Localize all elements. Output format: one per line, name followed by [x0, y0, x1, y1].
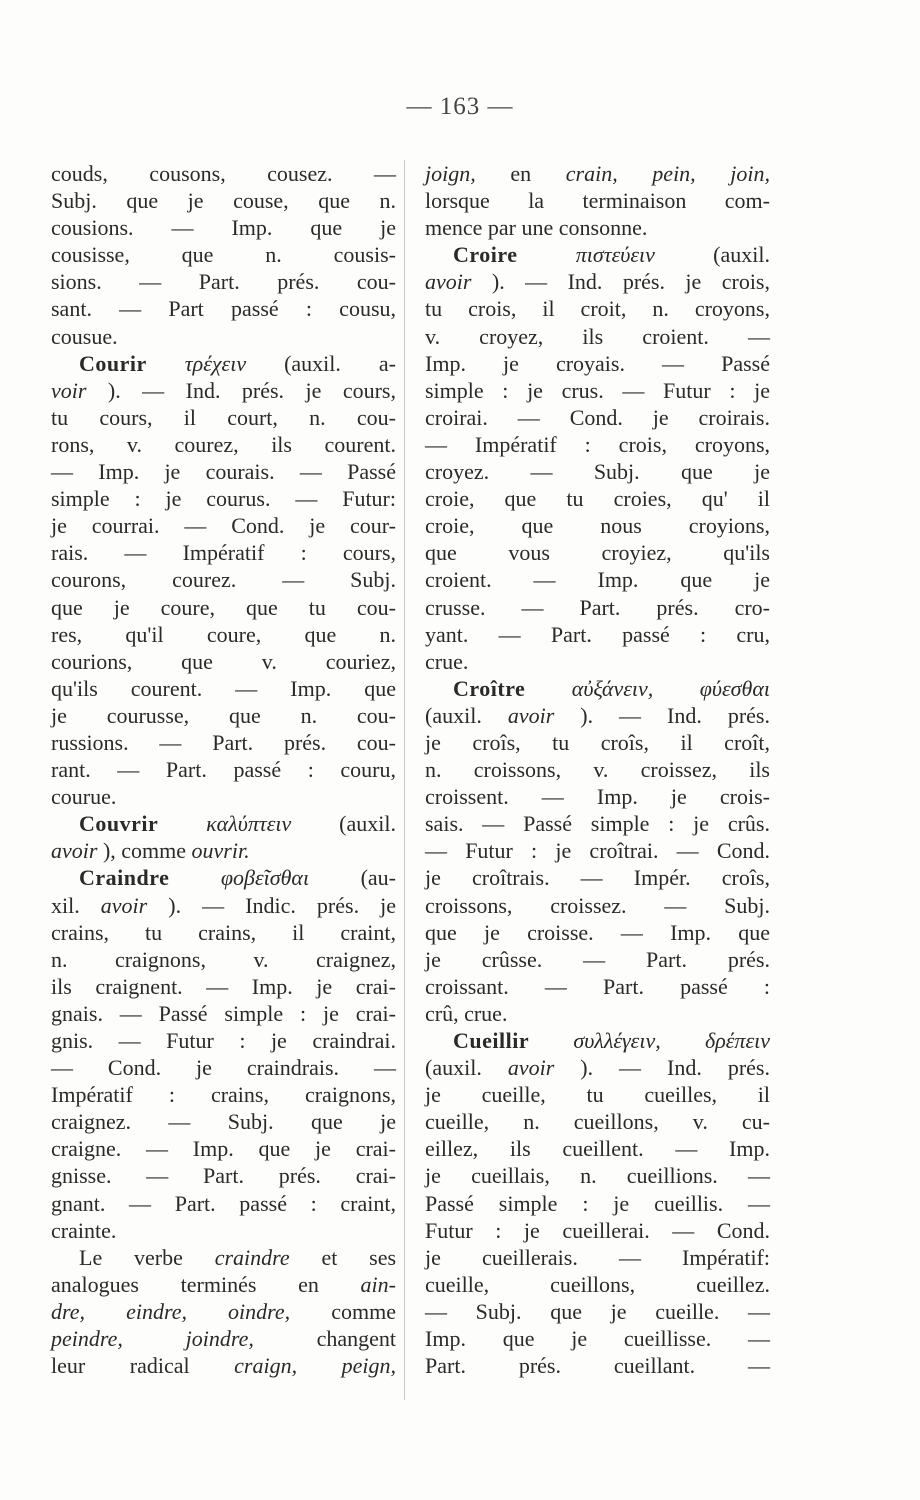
- entry-headword: Croire: [453, 242, 518, 268]
- text-line: [51, 512, 396, 539]
- body-text: je cueillerais. — Impératif:: [425, 1244, 770, 1270]
- body-text: courons, courez. — Subj.: [51, 567, 396, 593]
- body-text: cousisse, que n. cousis-: [51, 242, 396, 268]
- body-text: croissent. — Imp. je crois-: [425, 784, 770, 810]
- body-text: courions, que v. couriez,: [51, 648, 396, 674]
- body-text: ), comme: [102, 838, 187, 864]
- text-line: [51, 350, 396, 377]
- body-text: je cueille, tu cueilles, il: [425, 1082, 770, 1108]
- right-column: [425, 160, 770, 1379]
- body-text: (auxil.: [339, 811, 396, 837]
- text-line: [425, 1244, 770, 1271]
- greek-translation: συλλέγειν, δρέπειν: [573, 1028, 770, 1053]
- text-line: [51, 214, 396, 241]
- body-text: leur radical: [51, 1353, 190, 1379]
- body-text: simple : je courus. — Futur:: [51, 486, 396, 512]
- text-line: [51, 946, 396, 973]
- greek-translation: αὐξάνειν, φύεσθαι: [571, 675, 770, 701]
- text-line: [425, 702, 770, 729]
- text-line: [425, 1054, 770, 1081]
- body-text: tu cours, il court, n. cou-: [51, 404, 396, 430]
- greek-translation: πιστεύειν: [575, 242, 655, 268]
- entry-headword: Craindre: [79, 865, 170, 891]
- text-line: [425, 323, 770, 350]
- text-line: [51, 810, 396, 837]
- text-line: [51, 1108, 396, 1135]
- text-line: [425, 594, 770, 621]
- column-divider: [404, 160, 405, 1400]
- text-line: [425, 675, 770, 702]
- text-line: [425, 864, 770, 891]
- body-text: crue.: [425, 648, 469, 674]
- text-line: [51, 1325, 396, 1352]
- body-text: Impératif : crains, craignons,: [51, 1082, 396, 1108]
- body-text: sant. — Part passé : cousu,: [51, 296, 396, 322]
- body-text: cousue.: [51, 323, 118, 349]
- text-line: [51, 973, 396, 1000]
- body-text: mence par une consonne.: [425, 215, 648, 241]
- italic-text: ain-: [360, 1271, 396, 1297]
- body-text: ). — Ind. prés. je crois,: [491, 269, 770, 295]
- body-text: ). — Ind. prés. je cours,: [107, 377, 396, 403]
- text-line: [425, 566, 770, 593]
- text-line: [425, 295, 770, 322]
- text-line: [51, 1352, 396, 1379]
- entry-headword: Courir: [79, 350, 147, 376]
- body-text: je croîs, tu croîs, il croît,: [425, 729, 770, 755]
- body-text: en: [510, 161, 532, 186]
- text-line: [51, 431, 396, 458]
- body-text: je courrai. — Cond. je cour-: [51, 513, 396, 539]
- text-line: [51, 783, 396, 810]
- entry-headword: Croître: [453, 675, 526, 701]
- text-line: [51, 675, 396, 702]
- italic-text: joign,: [425, 161, 476, 186]
- text-line: [51, 1000, 396, 1027]
- text-line: [51, 485, 396, 512]
- body-text: ). — Ind. prés.: [580, 1055, 770, 1081]
- left-column: [51, 160, 396, 1379]
- italic-text: crain, pein, join,: [565, 161, 771, 186]
- italic-text: craign, peign,: [234, 1353, 396, 1379]
- text-line: [51, 295, 396, 322]
- italic-text: ouvrir.: [191, 838, 250, 864]
- text-line: [425, 1027, 770, 1054]
- text-line: [425, 783, 770, 810]
- body-text: rons, v. courez, ils courent.: [51, 431, 396, 457]
- text-line: [425, 892, 770, 919]
- text-line: [51, 837, 396, 864]
- text-line: [425, 648, 770, 675]
- body-text: que je coure, que tu cou-: [51, 594, 396, 620]
- body-text: couds, cousons, cousez. —: [51, 161, 396, 186]
- body-text: analogues terminés en: [51, 1271, 319, 1297]
- body-text: tu crois, il croit, n. croyons,: [425, 296, 770, 322]
- text-line: [51, 241, 396, 268]
- body-text: je courusse, que n. cou-: [51, 702, 396, 728]
- italic-text: voir: [51, 377, 87, 403]
- body-text: crû, crue.: [425, 1000, 508, 1026]
- body-text: gnais. — Passé simple : je crai-: [51, 1000, 396, 1026]
- italic-text: avoir: [100, 892, 148, 918]
- text-line: [425, 756, 770, 783]
- body-text: crainte.: [51, 1217, 117, 1243]
- text-line: [425, 1352, 770, 1379]
- text-line: [425, 919, 770, 946]
- text-line: [51, 377, 396, 404]
- body-text: Passé simple : je cueillis. —: [425, 1190, 770, 1216]
- text-line: [51, 458, 396, 485]
- text-line: [425, 268, 770, 295]
- body-text: Imp. que je cueillisse. —: [425, 1326, 770, 1352]
- body-text: ils craignent. — Imp. je crai-: [51, 973, 396, 999]
- body-text: je croîtrais. — Impér. croîs,: [425, 865, 770, 891]
- text-line: [51, 864, 396, 891]
- text-line: [51, 187, 396, 214]
- text-line: [51, 594, 396, 621]
- text-line: [425, 350, 770, 377]
- text-line: [425, 214, 770, 241]
- text-line: [425, 1108, 770, 1135]
- body-text: croirai. — Cond. je croirais.: [425, 404, 770, 430]
- body-text: n. croissons, v. croissez, ils: [425, 757, 770, 783]
- text-line: [51, 1244, 396, 1271]
- body-text: — Futur : je croîtrai. — Cond.: [425, 838, 770, 864]
- body-text: res, qu'il coure, que n.: [51, 621, 396, 647]
- text-line: [425, 1081, 770, 1108]
- text-line: [51, 1054, 396, 1081]
- body-text: v. croyez, ils croient. —: [425, 323, 770, 349]
- body-text: — Impératif : crois, croyons,: [425, 431, 770, 457]
- text-line: [51, 1135, 396, 1162]
- text-line: [51, 1271, 396, 1298]
- body-text: eillez, ils cueillent. — Imp.: [425, 1136, 770, 1162]
- body-text: rant. — Part. passé : couru,: [51, 757, 396, 783]
- italic-text: avoir: [507, 1055, 555, 1081]
- body-text: craigne. — Imp. que je crai-: [51, 1136, 396, 1162]
- italic-text: avoir: [51, 838, 98, 864]
- body-text: Futur : je cueillerai. — Cond.: [425, 1217, 770, 1243]
- text-line: [425, 1325, 770, 1352]
- body-text: (auxil.: [425, 702, 482, 728]
- italic-text: avoir: [425, 269, 472, 295]
- body-text: croie, que nous croyions,: [425, 513, 770, 539]
- text-line: [425, 1217, 770, 1244]
- text-line: [51, 621, 396, 648]
- body-text: Le verbe: [79, 1244, 183, 1270]
- body-text: qu'ils courent. — Imp. que: [51, 675, 396, 701]
- page-number: — 163 —: [406, 93, 514, 120]
- text-line: [51, 648, 396, 675]
- body-text: croie, que tu croies, qu' il: [425, 486, 770, 512]
- body-text: et ses: [321, 1244, 397, 1270]
- body-text: Imp. je croyais. — Passé: [425, 350, 770, 376]
- text-line: [425, 1298, 770, 1325]
- body-text: — Cond. je craindrais. —: [51, 1055, 396, 1081]
- text-line: [425, 946, 770, 973]
- body-text: (au-: [360, 865, 396, 891]
- body-text: simple : je crus. — Futur : je: [425, 377, 770, 403]
- text-line: [51, 268, 396, 295]
- body-text: croissant. — Part. passé :: [425, 973, 770, 999]
- body-text: lorsque la terminaison com-: [425, 188, 770, 214]
- text-line: [51, 1162, 396, 1189]
- italic-text: dre, eindre, oindre,: [51, 1298, 291, 1324]
- body-text: Subj. que je couse, que n.: [51, 188, 396, 214]
- body-text: je crûsse. — Part. prés.: [425, 946, 770, 972]
- body-text: — Imp. je courais. — Passé: [51, 459, 396, 485]
- text-line: [425, 1162, 770, 1189]
- text-line: [425, 810, 770, 837]
- entry-headword: Couvrir: [79, 811, 159, 837]
- body-text: Part. prés. cueillant. —: [425, 1353, 770, 1379]
- text-line: [51, 1298, 396, 1325]
- body-text: yant. — Part. passé : cru,: [425, 621, 770, 647]
- body-text: gnant. — Part. passé : craint,: [51, 1190, 396, 1216]
- body-text: xil.: [51, 892, 80, 918]
- body-text: courue.: [51, 784, 117, 810]
- body-text: ). — Ind. prés.: [580, 702, 770, 728]
- text-line: [425, 837, 770, 864]
- body-text: cueille, cueillons, cueillez.: [425, 1271, 770, 1297]
- body-text: crains, tu crains, il craint,: [51, 919, 396, 945]
- body-text: n. craignons, v. craignez,: [51, 946, 396, 972]
- body-text: rais. — Impératif : cours,: [51, 540, 396, 566]
- text-line: [425, 187, 770, 214]
- italic-text: craindre: [214, 1244, 290, 1270]
- text-line: [51, 919, 396, 946]
- text-line: [51, 323, 396, 350]
- text-line: [425, 241, 770, 268]
- body-text: que vous croyiez, qu'ils: [425, 540, 770, 566]
- text-line: [425, 377, 770, 404]
- body-text: crusse. — Part. prés. cro-: [425, 594, 770, 620]
- body-text: russions. — Part. prés. cou-: [51, 729, 396, 755]
- text-line: [425, 160, 770, 187]
- text-line: [425, 1135, 770, 1162]
- body-text: gnis. — Futur : je craindrai.: [51, 1028, 396, 1053]
- greek-translation: καλύπτειν: [206, 811, 292, 837]
- text-line: [51, 892, 396, 919]
- text-line: [425, 404, 770, 431]
- text-line: [51, 1081, 396, 1108]
- text-line: [51, 566, 396, 593]
- text-line: [51, 702, 396, 729]
- text-line: [425, 621, 770, 648]
- body-text: — Subj. que je cueille. —: [425, 1298, 770, 1324]
- text-line: [51, 729, 396, 756]
- body-text: (auxil.: [425, 1055, 482, 1081]
- italic-text: peindre, joindre,: [51, 1326, 254, 1352]
- italic-text: avoir: [507, 702, 555, 728]
- text-line: [51, 160, 396, 187]
- greek-translation: τρέχειν: [184, 350, 247, 376]
- text-line: [425, 973, 770, 1000]
- body-text: je cueillais, n. cueillions. —: [425, 1163, 770, 1189]
- body-text: cousions. — Imp. que je: [51, 215, 396, 241]
- text-line: [425, 485, 770, 512]
- body-text: croyez. — Subj. que je: [425, 459, 770, 485]
- body-text: comme: [331, 1298, 396, 1324]
- body-text: (auxil.: [713, 242, 770, 268]
- text-line: [51, 539, 396, 566]
- text-line: [425, 1190, 770, 1217]
- text-line: [51, 404, 396, 431]
- text-line: [425, 458, 770, 485]
- body-text: sais. — Passé simple : je crûs.: [425, 811, 770, 837]
- body-text: croissons, croissez. — Subj.: [425, 892, 770, 918]
- body-text: gnisse. — Part. prés. crai-: [51, 1163, 396, 1189]
- body-text: sions. — Part. prés. cou-: [51, 269, 396, 295]
- body-text: cueille, n. cueillons, v. cu-: [425, 1109, 770, 1135]
- body-text: croient. — Imp. que je: [425, 567, 770, 593]
- text-line: [425, 729, 770, 756]
- text-line: [51, 756, 396, 783]
- text-line: [51, 1027, 396, 1054]
- greek-translation: φοβεῖσθαι: [220, 865, 310, 891]
- text-line: [425, 431, 770, 458]
- body-text: changent: [316, 1326, 396, 1352]
- text-line: [51, 1217, 396, 1244]
- body-text: ). — Indic. prés. je: [168, 892, 397, 918]
- text-line: [425, 539, 770, 566]
- entry-headword: Cueillir: [453, 1028, 530, 1053]
- body-text: (auxil. a-: [284, 350, 396, 376]
- text-line: [425, 1271, 770, 1298]
- text-line: [51, 1190, 396, 1217]
- body-text: craignez. — Subj. que je: [51, 1109, 396, 1135]
- text-line: [425, 1000, 770, 1027]
- text-line: [425, 512, 770, 539]
- body-text: que je croisse. — Imp. que: [425, 919, 770, 945]
